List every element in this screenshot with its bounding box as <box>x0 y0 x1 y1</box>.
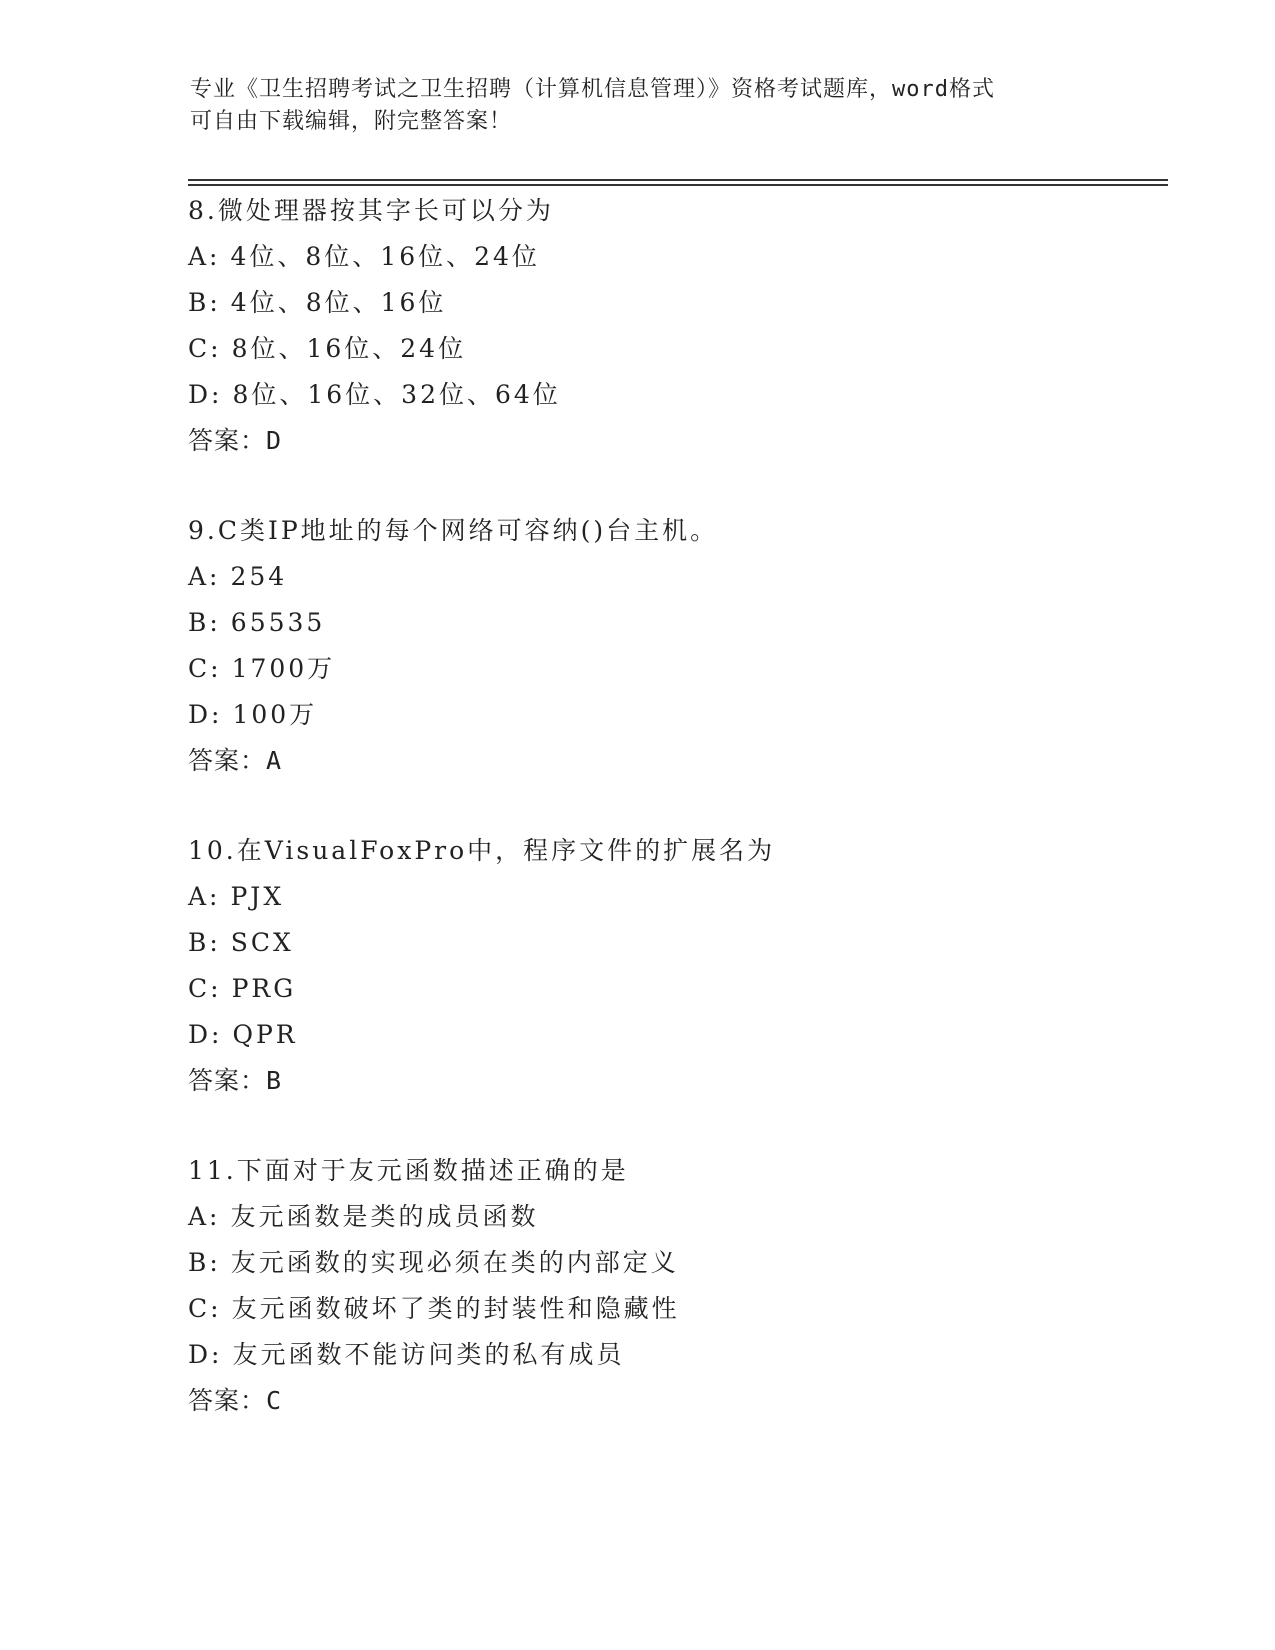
option-text: 友元函数的实现必须在类的内部定义 <box>230 1248 679 1277</box>
option-b <box>188 1240 1188 1286</box>
option-text: 254 <box>230 562 288 591</box>
option-a <box>188 1194 1188 1240</box>
header-divider-top <box>188 179 1168 181</box>
document-header <box>190 74 1090 138</box>
option-text: 1700万 <box>231 654 336 683</box>
option-c <box>188 1286 1188 1332</box>
option-letter: D: <box>188 380 223 409</box>
option-d <box>188 692 1188 738</box>
question-item <box>188 1148 1188 1424</box>
question-stem: 11.下面对于友元函数描述正确的是 <box>188 1156 629 1185</box>
option-text: 友元函数不能访问类的私有成员 <box>232 1340 625 1369</box>
option-c <box>188 966 1188 1012</box>
option-a <box>188 554 1188 600</box>
option-letter: C: <box>188 974 222 1003</box>
question-item <box>188 828 1188 1104</box>
option-letter: C: <box>188 1294 222 1323</box>
option-d <box>188 1012 1188 1058</box>
option-letter: A: <box>188 882 221 911</box>
option-text: SCX <box>230 928 294 957</box>
question-item <box>188 188 1188 464</box>
question-stem: 10.在VisualFoxPro中，程序文件的扩展名为 <box>188 836 776 865</box>
option-text: 100万 <box>232 700 318 729</box>
question-item <box>188 508 1188 784</box>
option-letter: C: <box>188 334 222 363</box>
option-text: PRG <box>231 974 297 1003</box>
question-stem: 8.微处理器按其字长可以分为 <box>188 196 554 225</box>
option-letter: B: <box>188 608 221 637</box>
option-letter: C: <box>188 654 222 683</box>
option-a <box>188 874 1188 920</box>
option-text: 8位、16位、24位 <box>231 334 467 363</box>
option-letter: A: <box>188 562 221 591</box>
question-stem: 9.C类IP地址的每个网络可容纳()台主机。 <box>188 516 719 545</box>
option-letter: D: <box>188 1020 223 1049</box>
option-letter: B: <box>188 288 221 317</box>
option-letter: D: <box>188 700 223 729</box>
question-list <box>188 188 1188 1468</box>
option-letter: A: <box>188 1202 221 1231</box>
option-a <box>188 234 1188 280</box>
header-divider-bottom <box>188 184 1168 186</box>
option-b <box>188 600 1188 646</box>
answer-line: 答案：B <box>188 1066 283 1095</box>
answer-line: 答案：C <box>188 1386 283 1415</box>
option-d <box>188 372 1188 418</box>
option-letter: B: <box>188 928 221 957</box>
option-c <box>188 646 1188 692</box>
header-line-1: 专业《卫生招聘考试之卫生招聘（计算机信息管理）》资格考试题库，word格式 <box>190 77 995 102</box>
option-letter: B: <box>188 1248 221 1277</box>
option-c <box>188 326 1188 372</box>
option-text: 4位、8位、16位、24位 <box>230 242 540 271</box>
option-text: QPR <box>232 1020 298 1049</box>
option-text: 友元函数破坏了类的封装性和隐藏性 <box>231 1294 680 1323</box>
answer-line: 答案：A <box>188 746 283 775</box>
option-text: 8位、16位、32位、64位 <box>232 380 561 409</box>
option-d <box>188 1332 1188 1378</box>
option-text: 65535 <box>230 608 326 637</box>
option-text: PJX <box>230 882 285 911</box>
option-letter: A: <box>188 242 221 271</box>
option-b <box>188 280 1188 326</box>
option-text: 4位、8位、16位 <box>230 288 447 317</box>
header-line-2: 可自由下载编辑，附完整答案！ <box>190 109 513 134</box>
option-letter: D: <box>188 1340 223 1369</box>
option-b <box>188 920 1188 966</box>
option-text: 友元函数是类的成员函数 <box>230 1202 539 1231</box>
answer-line: 答案：D <box>188 426 283 455</box>
